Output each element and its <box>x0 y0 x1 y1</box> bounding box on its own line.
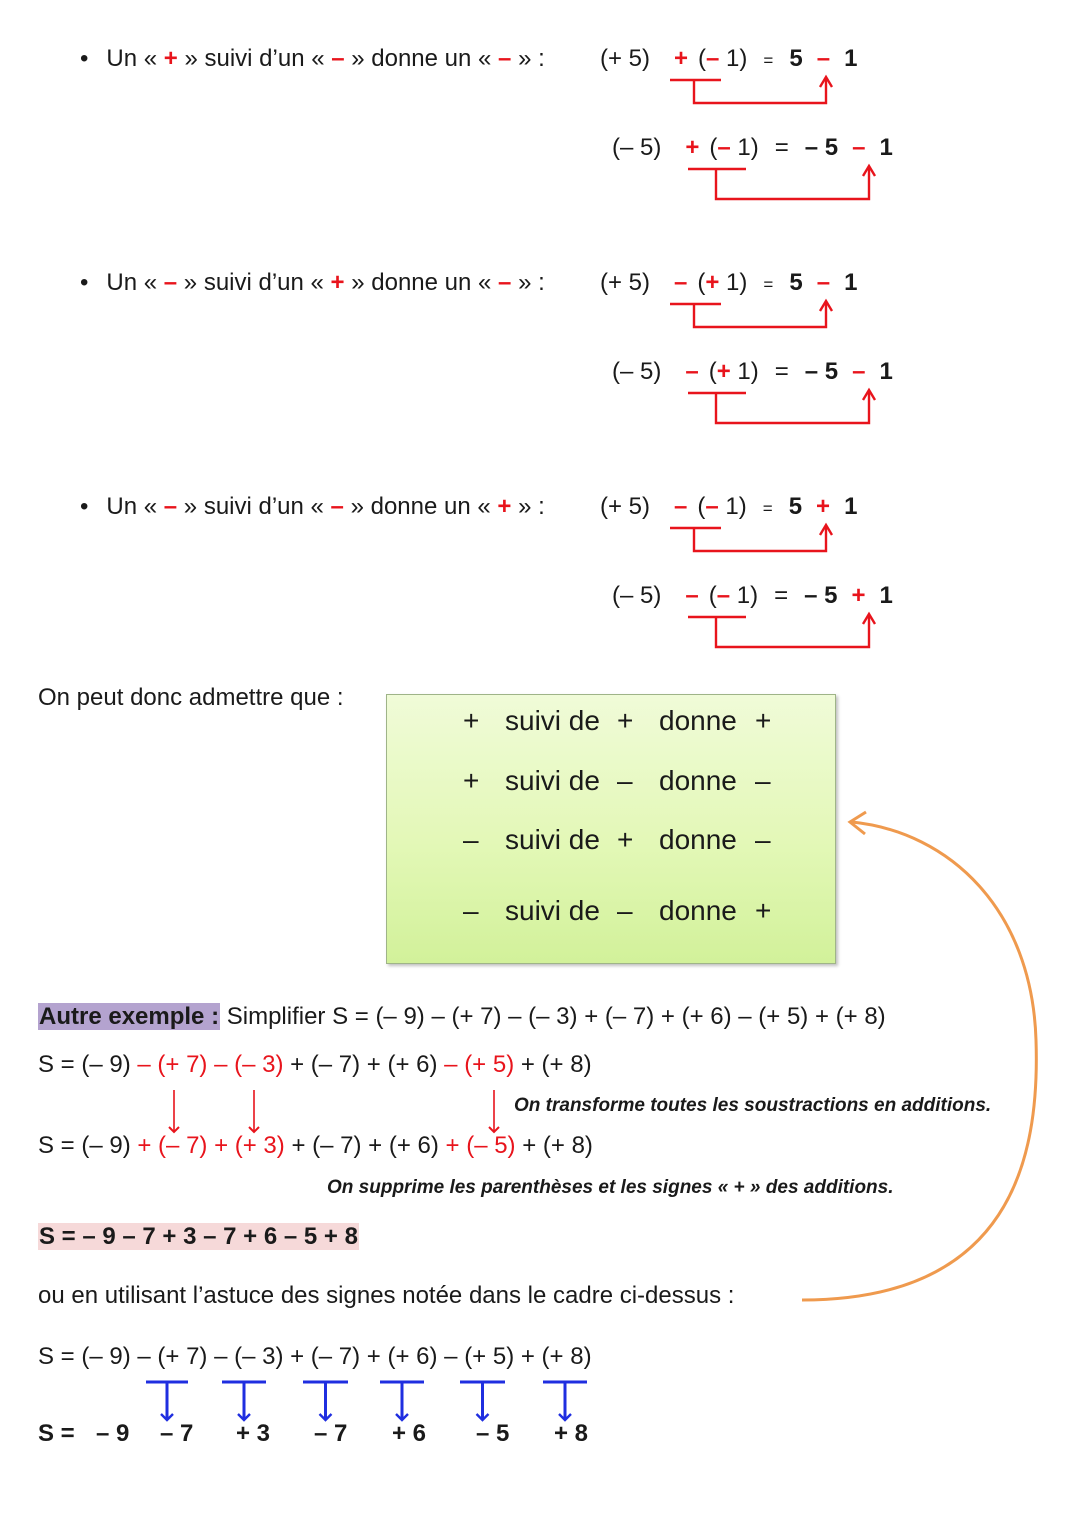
inner-sign: – <box>705 493 719 520</box>
expr-subtraction: – (+ 5) <box>444 1051 515 1078</box>
rule-equation <box>600 269 857 297</box>
example-heading <box>38 1003 886 1031</box>
arrowhead <box>863 390 875 400</box>
rule-text: suivi de <box>505 895 600 926</box>
second-sign: + <box>323 269 352 296</box>
sentence-text: » : <box>518 493 545 520</box>
expr-subtraction: – (+ 7) – (– 3) <box>137 1051 284 1078</box>
expr-part: + (– 7) + (+ 6) <box>283 1051 445 1078</box>
example-label: Autre exemple : <box>39 1003 220 1030</box>
result-line <box>38 1223 359 1251</box>
result-sign: + <box>816 493 831 520</box>
sign-2: – <box>617 765 633 796</box>
sign-2: – <box>617 895 633 926</box>
operand: (– 5) <box>612 582 662 609</box>
rule-equation <box>612 134 893 162</box>
rule-text: suivi de <box>505 765 600 796</box>
operand: 1) <box>719 269 748 296</box>
expr-part: + (+ 8) <box>515 1132 593 1159</box>
operand: 1) <box>730 134 759 161</box>
sentence-text: » donne un « <box>351 45 492 72</box>
first-sign: – <box>157 269 184 296</box>
final-term: + 8 <box>554 1420 589 1447</box>
sign-2: + <box>617 824 634 855</box>
equals: = <box>774 358 789 385</box>
sign-result: + <box>755 705 772 736</box>
operand: 1) <box>730 358 759 385</box>
sentence-text: » suivi d’un « <box>183 493 324 520</box>
sign-bracket-arrow <box>670 78 826 103</box>
operator-sign: + <box>685 134 700 161</box>
sign-result: + <box>755 895 772 926</box>
sign-2: + <box>617 705 634 736</box>
rule-text: donne <box>659 824 737 855</box>
open-paren: ( <box>698 45 707 72</box>
operator-sign: – <box>685 582 699 609</box>
rule-text: donne <box>659 765 737 796</box>
sign-1: + <box>463 705 480 736</box>
open-paren: ( <box>708 358 717 385</box>
operand: 1) <box>730 582 759 609</box>
orange-curved-arrow <box>802 822 1036 1300</box>
sentence-text: Un « <box>106 269 158 296</box>
result-sign: + <box>851 582 866 609</box>
result-expression: S = – 9 – 7 + 3 – 7 + 6 – 5 + 8 <box>39 1223 358 1250</box>
rule-text: suivi de <box>505 705 600 736</box>
rule-equation <box>600 493 857 521</box>
bullet: • <box>80 269 89 296</box>
sign-bracket-arrow <box>670 526 826 551</box>
sign-rule-box <box>386 694 836 964</box>
final-term: – 7 <box>160 1420 194 1447</box>
trick-intro: ou en utilisant l’astuce des signes notée dans le cadre ci-dessus : <box>38 1282 735 1309</box>
arrowhead <box>863 614 875 624</box>
sentence-text: Un « <box>106 45 158 72</box>
result-right: 1 <box>879 582 893 609</box>
result-sign: + <box>490 493 519 520</box>
equals: = <box>762 499 773 518</box>
operator-sign: – <box>674 493 688 520</box>
equals: = <box>763 275 774 294</box>
orange-arrowhead <box>850 812 866 834</box>
rule-equation <box>612 582 893 610</box>
sentence-text: » donne un « <box>351 269 492 296</box>
result-sign: – <box>491 45 519 72</box>
sentence-text: » suivi d’un « <box>183 269 324 296</box>
arrowhead <box>820 77 832 87</box>
red-down-arrows <box>174 1090 494 1132</box>
rule-sentence <box>80 45 545 73</box>
result-right: 1 <box>879 358 893 385</box>
rule-sentence <box>80 493 545 521</box>
sign-result: – <box>755 824 771 855</box>
result-sign: – <box>491 269 519 296</box>
operand: (– 5) <box>612 358 662 385</box>
operand: (+ 5) <box>600 269 651 296</box>
rule-equation <box>600 45 857 73</box>
operand: (– 5) <box>612 134 662 161</box>
operator-sign: – <box>674 269 688 296</box>
note-remove-parentheses: On supprime les parenthèses et les signes « + » des additions. <box>327 1177 894 1198</box>
final-term: – 7 <box>314 1420 348 1447</box>
expr-addition: + (– 5) <box>445 1132 516 1159</box>
expression-line-3: S = (– 9) – (+ 7) – (– 3) + (– 7) + (+ 6) – (+ 5) + (+ 8) <box>38 1343 592 1370</box>
result-right: 1 <box>844 493 858 520</box>
result-right: 1 <box>879 134 893 161</box>
arrowhead <box>820 525 832 535</box>
open-paren: ( <box>709 134 718 161</box>
arrowhead <box>863 166 875 176</box>
sign-1: + <box>463 765 480 796</box>
sign-bracket-arrow <box>688 615 869 647</box>
result-sign: – <box>852 134 866 161</box>
open-paren: ( <box>697 269 706 296</box>
rule-text: donne <box>659 705 737 736</box>
result-right: 1 <box>844 45 858 72</box>
sign-1: – <box>463 895 479 926</box>
expr-part: + (– 7) + (+ 6) <box>284 1132 446 1159</box>
equals: = <box>774 134 789 161</box>
rule-equation <box>612 358 893 386</box>
expression-line-2 <box>38 1132 593 1160</box>
expr-part: S = (– 9) <box>38 1051 138 1078</box>
second-sign: – <box>324 45 352 72</box>
bullet: • <box>80 493 89 520</box>
first-sign: – <box>157 493 184 520</box>
final-term: + 3 <box>236 1420 271 1447</box>
inner-sign: – <box>716 582 731 609</box>
operator-sign: – <box>685 358 699 385</box>
rule-text: donne <box>659 895 737 926</box>
inner-sign: – <box>717 134 731 161</box>
arrowhead <box>820 301 832 311</box>
rule-sentence <box>80 269 545 297</box>
expr-part: + (+ 8) <box>514 1051 592 1078</box>
result-sign: – <box>852 358 866 385</box>
expression-line-1 <box>38 1051 592 1079</box>
summary-intro: On peut donc admettre que : <box>38 684 344 711</box>
result-left: – 5 <box>804 134 839 161</box>
sign-result: – <box>755 765 771 796</box>
sign-1: – <box>463 824 479 855</box>
sign-bracket-arrow <box>670 302 826 327</box>
operand: 1) <box>718 493 747 520</box>
open-paren: ( <box>708 582 717 609</box>
operand: (+ 5) <box>600 45 651 72</box>
final-label: S = <box>38 1420 75 1447</box>
result-sign: – <box>816 269 831 296</box>
sign-bracket-arrow <box>688 167 869 199</box>
expr-addition: + (– 7) + (+ 3) <box>137 1132 285 1159</box>
note-transform: On transforme toutes les soustractions en additions. <box>514 1095 992 1116</box>
final-term: + 6 <box>392 1420 427 1447</box>
sentence-text: » : <box>518 269 545 296</box>
result-left: 5 <box>788 493 803 520</box>
bullet: • <box>80 45 89 72</box>
expr-part: S = (– 9) <box>38 1132 138 1159</box>
open-paren: ( <box>697 493 706 520</box>
final-term: – 5 <box>476 1420 510 1447</box>
equals: = <box>774 582 789 609</box>
rule-text: suivi de <box>505 824 600 855</box>
inner-sign: + <box>705 269 720 296</box>
result-left: 5 <box>789 45 803 72</box>
sentence-text: Un « <box>106 493 158 520</box>
inner-sign: + <box>716 358 731 385</box>
result-sign: – <box>816 45 831 72</box>
blue-sign-arrows <box>146 1382 587 1420</box>
inner-sign: – <box>706 45 720 72</box>
operand: (+ 5) <box>600 493 651 520</box>
result-right: 1 <box>844 269 858 296</box>
second-sign: – <box>323 493 351 520</box>
sentence-text: » : <box>518 45 545 72</box>
final-term: – 9 <box>96 1420 130 1447</box>
sentence-text: » suivi d’un « <box>184 45 325 72</box>
operand: 1) <box>719 45 748 72</box>
example-task: Simplifier S = (– 9) – (+ 7) – (– 3) + (– 7) + (+ 6) – (+ 5) + (+ 8) <box>220 1003 886 1030</box>
sentence-text: » donne un « <box>350 493 491 520</box>
result-left: – 5 <box>804 358 839 385</box>
operator-sign: + <box>674 45 689 72</box>
first-sign: + <box>157 45 185 72</box>
sign-bracket-arrow <box>688 391 869 423</box>
result-left: – 5 <box>804 582 838 609</box>
equals: = <box>763 51 774 70</box>
result-left: 5 <box>789 269 803 296</box>
